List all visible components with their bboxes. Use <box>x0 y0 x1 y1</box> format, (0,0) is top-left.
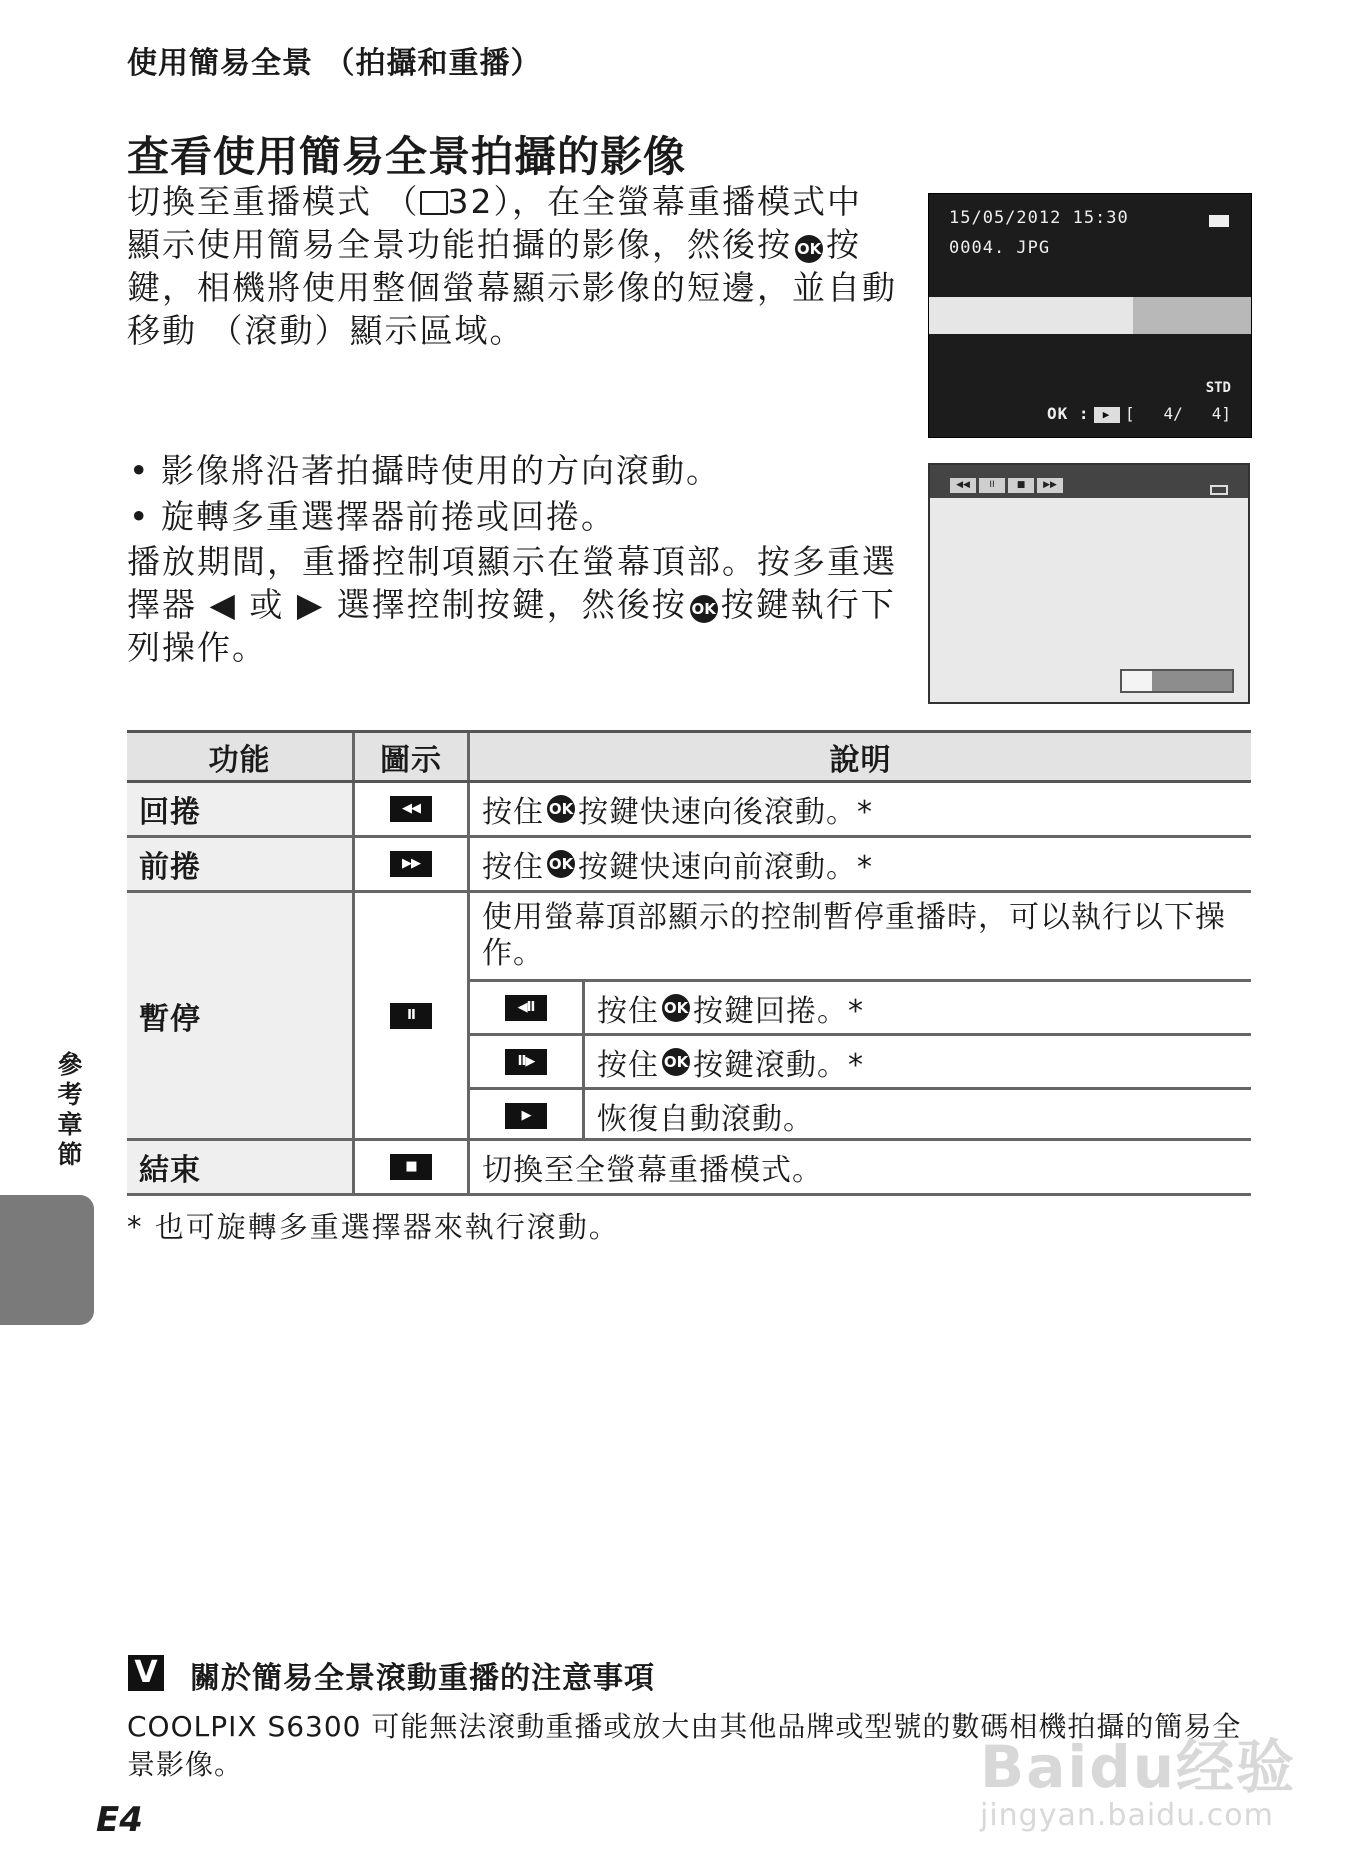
sub-description <box>585 982 1251 1033</box>
sub-icon-cell <box>470 1090 585 1141</box>
sub-description <box>585 1036 1251 1087</box>
table-row <box>127 838 1251 893</box>
function-name: 暫停 <box>127 893 355 1138</box>
intro-text: 按 <box>826 225 861 264</box>
ok-button-icon: OK <box>662 1048 690 1076</box>
intro-text: ），在全螢幕重播模式中 <box>493 182 862 221</box>
camera-screen-full-frame <box>928 193 1252 438</box>
ok-button-icon: OK <box>795 235 823 263</box>
panorama-strip-shade <box>1133 297 1251 334</box>
playback-controls <box>950 478 1063 493</box>
playback-paragraph <box>127 540 897 669</box>
bullet-list <box>127 448 897 540</box>
playback-text: 播放期間，重播控制項顯示在螢幕頂部。按多重選 <box>127 542 897 581</box>
play-icon: ▶ <box>1094 407 1120 423</box>
header-function: 功能 <box>127 733 355 780</box>
pause-icon: II <box>979 478 1005 493</box>
camera-screen-scrolling <box>928 463 1250 704</box>
note-title: 關於簡易全景滾動重播的注意事項 <box>190 1661 655 1696</box>
stop-icon-cell <box>355 1141 470 1193</box>
bullet-item: • 旋轉多重選擇器前捲或回捲。 <box>127 494 897 540</box>
bullet-item: • 影像將沿著拍攝時使用的方向滾動。 <box>127 448 897 494</box>
ok-button-icon: OK <box>547 795 575 823</box>
page-number: E4 <box>96 1800 143 1840</box>
function-description <box>470 783 1251 835</box>
section-title: 查看使用簡易全景拍攝的影像 <box>127 132 687 181</box>
playback-control-bar <box>930 465 1248 498</box>
panorama-strip <box>929 297 1251 334</box>
ok-play-hint <box>1047 404 1124 423</box>
image-counter: [ 4/ 4] <box>1125 404 1231 423</box>
sub-icon-cell <box>470 1036 585 1087</box>
ok-label: OK : <box>1047 404 1090 423</box>
desc-text: 按鍵回捲。* <box>693 993 864 1029</box>
intro-text: 切換至重播模式 （ <box>127 182 420 221</box>
ok-button-icon: OK <box>547 850 575 878</box>
screen-filename: 0004. JPG <box>949 238 1051 258</box>
desc-text: 按鍵快速向後滾動。* <box>578 795 873 830</box>
pause-icon-cell <box>355 893 470 1138</box>
running-head: 使用簡易全景 （拍攝和重播） <box>127 46 542 81</box>
desc-text: 按住 <box>597 1047 659 1083</box>
desc-text: 按鍵滾動。* <box>693 1047 864 1083</box>
function-name: 回捲 <box>127 783 355 835</box>
play-icon: ▶ <box>505 1103 547 1129</box>
intro-text: 移動 （滾動）顯示區域。 <box>127 311 525 350</box>
desc-text: 按住 <box>597 993 659 1029</box>
scroll-position-fill <box>1152 671 1232 691</box>
playback-text: 列操作。 <box>127 628 267 667</box>
playback-text: 擇器 ◀ 或 ▶ 選擇控制按鍵，然後按 <box>127 585 687 624</box>
function-name: 前捲 <box>127 838 355 890</box>
panorama-std-badge: STD <box>1205 380 1231 396</box>
watermark-url: jingyan.baidu.com <box>980 1798 1274 1833</box>
book-icon <box>420 191 448 215</box>
pause-description: 使用螢幕頂部顯示的控制暫停重播時，可以執行以下操作。 <box>482 900 1226 971</box>
table-row-pause <box>127 893 1251 1141</box>
ok-button-icon: OK <box>690 595 718 623</box>
intro-paragraph <box>127 180 897 352</box>
header-description: 說明 <box>829 742 892 778</box>
battery-icon <box>1210 485 1228 495</box>
scroll-position-indicator <box>1120 669 1234 693</box>
note-body: COOLPIX S6300 可能無法滾動重播或放大由其他品牌或型號的數碼相機拍攝的簡易全景影像。 <box>127 1710 1242 1781</box>
playback-text: 按鍵執行下 <box>720 585 896 624</box>
sub-description: 恢復自動滾動。 <box>597 1101 814 1137</box>
side-tab[interactable] <box>0 1195 94 1325</box>
desc-text: 按住 <box>482 850 544 885</box>
rewind-icon: ◀◀ <box>390 796 432 822</box>
frame-rewind-icon: ◀II <box>505 995 547 1021</box>
frame-advance-icon: II▶ <box>505 1049 547 1075</box>
pause-icon: II <box>390 1003 432 1029</box>
table-header-row <box>127 730 1251 783</box>
function-name: 結束 <box>127 1141 355 1193</box>
intro-text: 鍵，相機將使用整個螢幕顯示影像的短邊，並自動 <box>127 268 897 307</box>
function-description <box>470 838 1251 890</box>
note-check-icon: V <box>128 1655 164 1691</box>
desc-text: 按鍵快速向前滾動。* <box>578 850 873 885</box>
header-icon: 圖示 <box>355 733 470 780</box>
battery-icon <box>1209 215 1229 227</box>
table-row <box>127 1141 1251 1196</box>
rewind-icon: ◀◀ <box>950 478 976 493</box>
side-tab-label: 參考章節 <box>57 1050 83 1169</box>
watermark-brand: Baidu经验 <box>980 1733 1297 1801</box>
screen-datetime: 15/05/2012 15:30 <box>949 208 1129 228</box>
fast-forward-icon: ▶▶ <box>390 851 432 877</box>
desc-text: 按住 <box>482 795 544 830</box>
ok-button-icon: OK <box>662 994 690 1022</box>
page-ref[interactable]: 32 <box>447 182 494 221</box>
fast-forward-icon: ▶▶ <box>1037 478 1063 493</box>
sub-icon-cell <box>470 982 585 1033</box>
stop-icon: ■ <box>390 1154 432 1180</box>
intro-text: 顯示使用簡易全景功能拍攝的影像，然後按 <box>127 225 792 264</box>
footnote: * 也可旋轉多重選擇器來執行滾動。 <box>127 1210 620 1244</box>
table-row <box>127 783 1251 838</box>
rewind-icon-cell <box>355 783 470 835</box>
function-description: 切換至全螢幕重播模式。 <box>482 1153 823 1188</box>
stop-icon: ■ <box>1008 478 1034 493</box>
fast-forward-icon-cell <box>355 838 470 890</box>
